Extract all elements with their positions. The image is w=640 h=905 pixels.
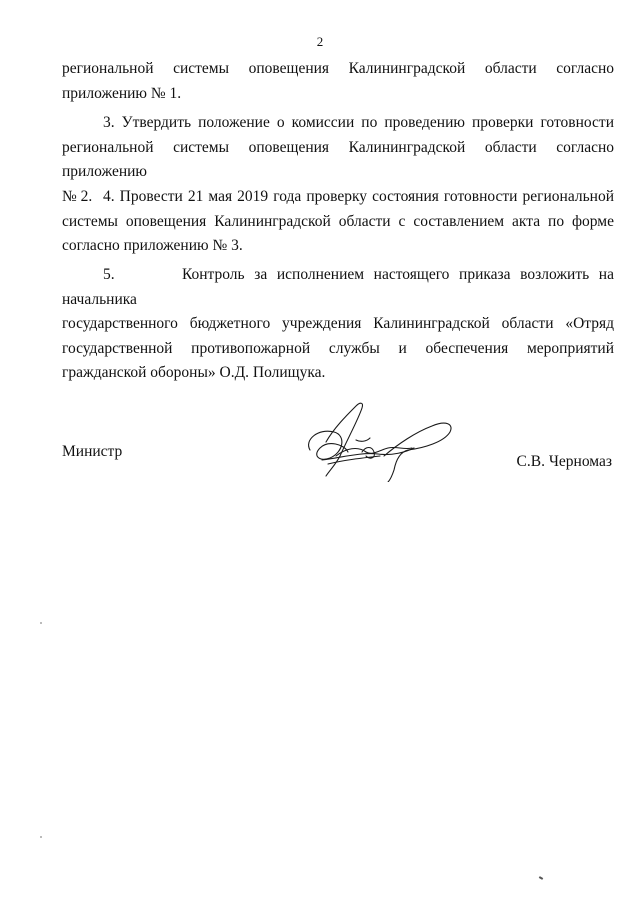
scan-mark: [40, 622, 42, 624]
signatory-title: Министр: [62, 443, 123, 460]
paragraph-3-line-3: № 2.: [62, 187, 93, 205]
paragraph-1-line-1: региональной системы оповещения Калининградской области согласно: [62, 60, 614, 77]
paragraph-4-line-1: 4. Провести 21 мая 2019 года проверку состояния готовности региональной: [103, 188, 614, 205]
paragraph-4-line-3: согласно приложению № 3.: [62, 237, 243, 254]
paragraph-4: [62, 185, 614, 259]
scan-mark: [40, 836, 42, 838]
paragraph-1-line-2: приложению № 1.: [62, 84, 182, 102]
paragraph-5-line-1: 5. Контроль за исполнением настоящего приказа возложить на начальника: [62, 266, 614, 308]
paragraph-1: [62, 57, 614, 106]
paragraph-3-line-2: региональной системы оповещения Калининградской области согласно приложению: [62, 138, 614, 180]
page-number: 2: [316, 34, 324, 49]
handwritten-signature: [300, 398, 460, 482]
paragraph-5-line-3: государственной противопожарной службы и обеспечения мероприятий: [62, 339, 614, 357]
paragraph-4-line-2: системы оповещения Калининградской области с составлением акта по форме: [62, 212, 614, 230]
paragraph-5: [62, 263, 614, 386]
scan-mark: [539, 876, 543, 880]
paragraph-5-line-4: гражданской обороны» О.Д. Полищука.: [62, 364, 326, 381]
paragraph-5-line-2: государственного бюджетного учреждения Калининградской области «Отряд: [62, 315, 614, 332]
signatory-name: С.В. Черномаз: [516, 453, 612, 470]
paragraph-3-line-1: 3. Утвердить положение о комиссии по проведению проверки готовности: [103, 114, 614, 131]
